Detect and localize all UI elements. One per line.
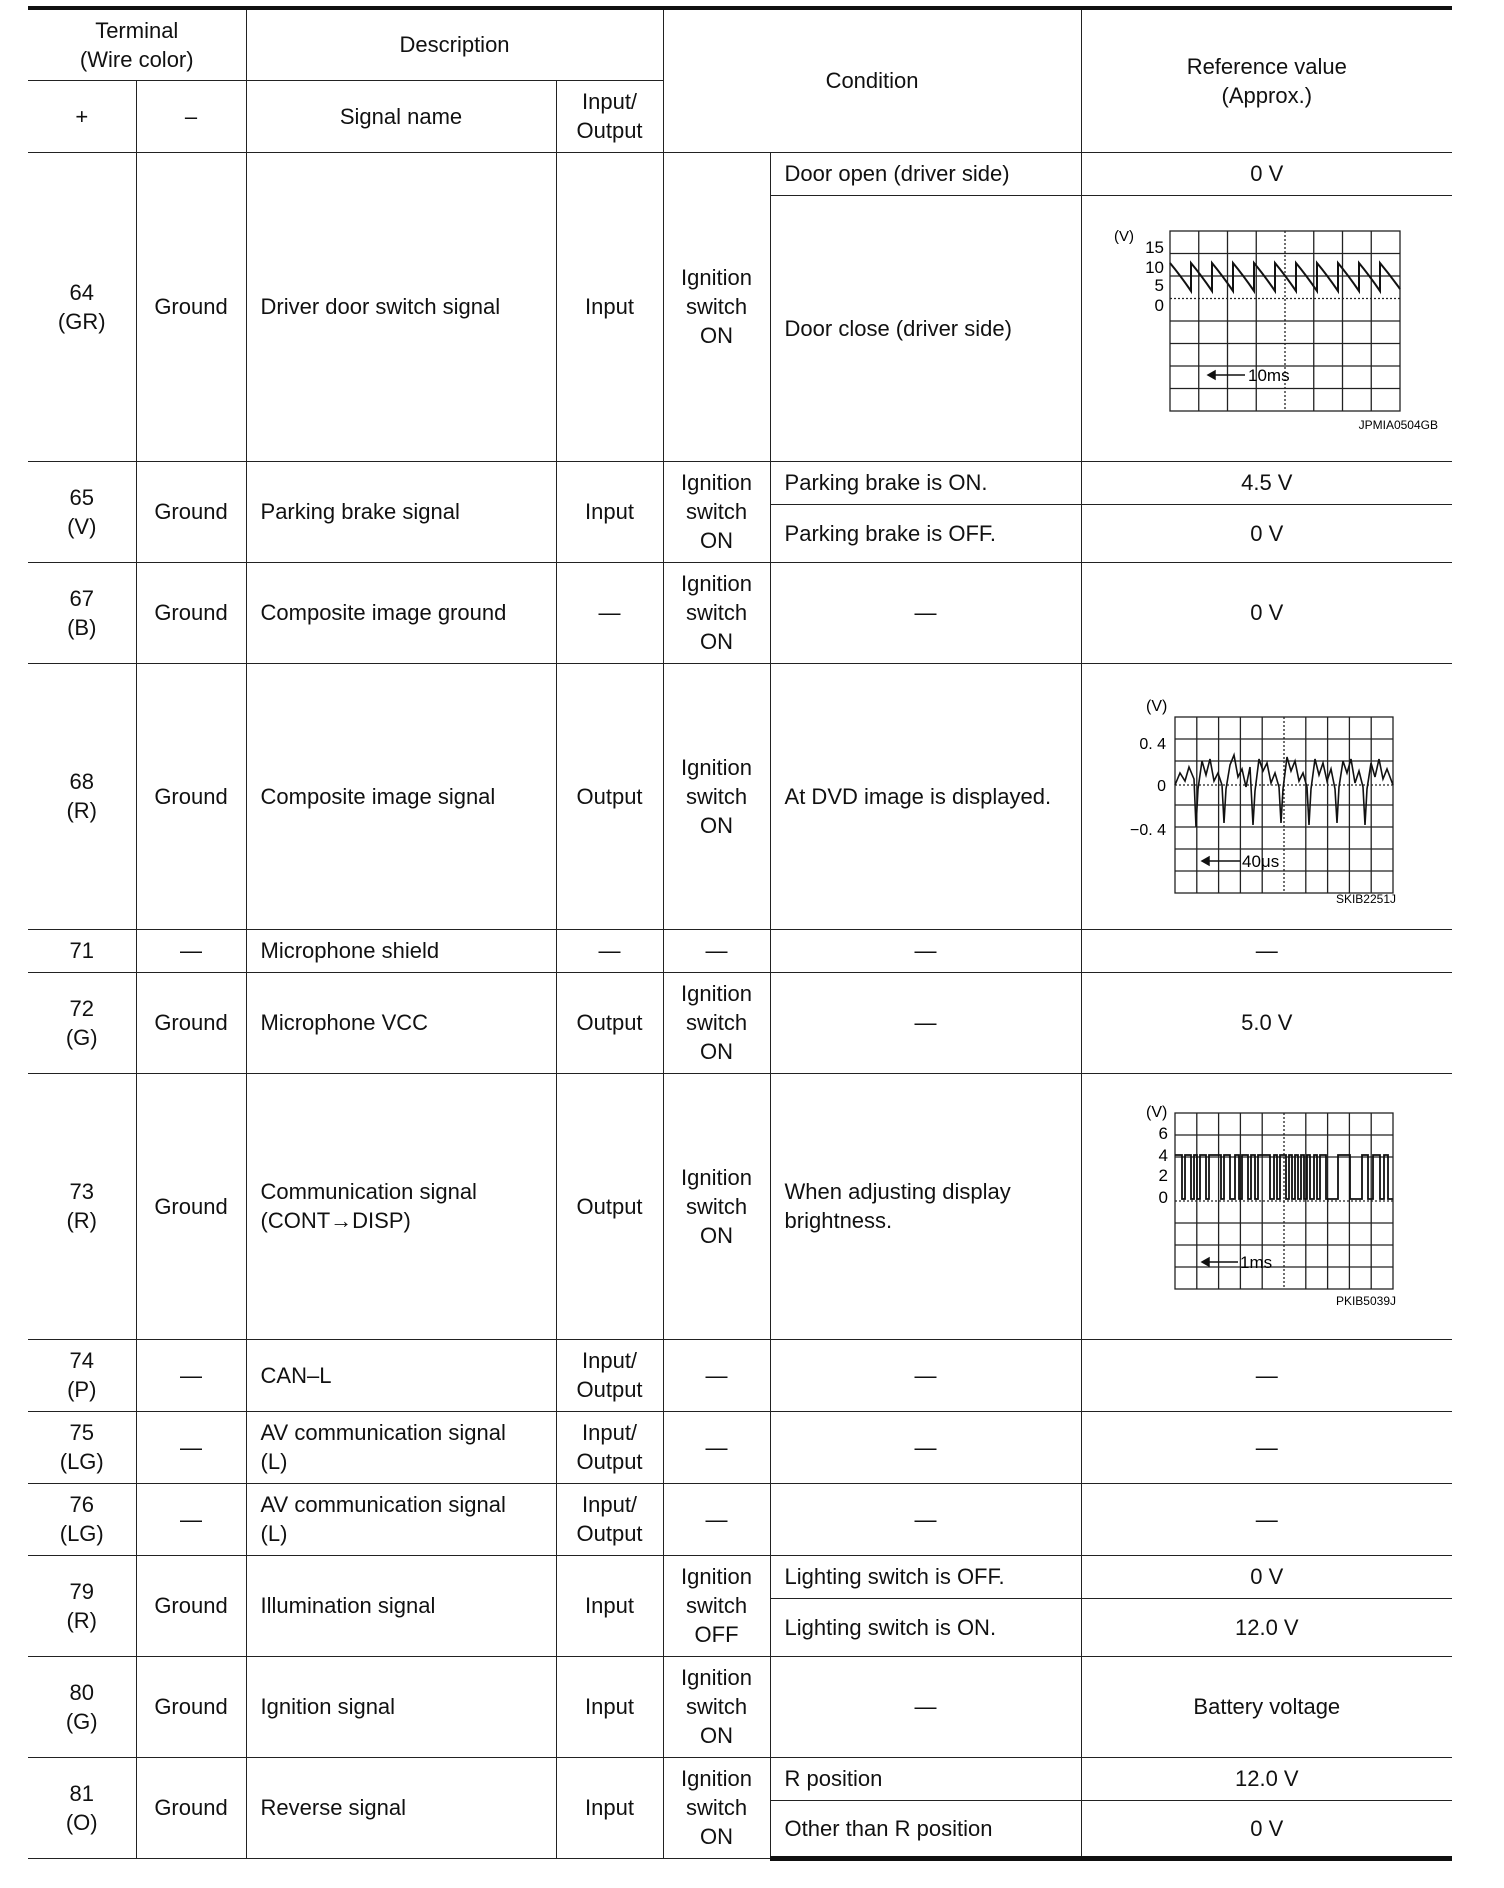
condition-cell: — — [770, 1411, 1081, 1483]
reference-cell: Battery voltage — [1081, 1656, 1452, 1757]
ignition-cell: — — [663, 929, 770, 972]
table-row — [28, 1483, 1452, 1555]
io-cell: Input — [556, 1757, 663, 1858]
ground-cell: Ground — [136, 1073, 246, 1339]
header-plus: + — [28, 80, 136, 152]
waveform-tick: 0 — [1154, 296, 1164, 315]
reference-cell: 0 V — [1081, 152, 1452, 195]
ignition-cell: — — [663, 1483, 770, 1555]
waveform-tick: 6 — [1158, 1123, 1168, 1143]
signal-name-cell: Illumination signal — [246, 1555, 556, 1656]
terminal-cell: 80 (G) — [28, 1656, 136, 1757]
table-row — [28, 929, 1452, 972]
waveform-tick: 2 — [1158, 1165, 1168, 1185]
waveform-cell — [1081, 663, 1452, 929]
waveform-cell — [1081, 195, 1452, 461]
reference-cell: 12.0 V — [1081, 1598, 1452, 1656]
terminal-cell: 76 (LG) — [28, 1483, 136, 1555]
io-cell: Output — [556, 663, 663, 929]
condition-cell: Door close (driver side) — [770, 195, 1081, 461]
header-reference-value: Reference value (Approx.) — [1081, 8, 1452, 152]
condition-cell: At DVD image is displayed. — [770, 663, 1081, 929]
terminal-cell: 81 (O) — [28, 1757, 136, 1858]
terminal-cell: 68 (R) — [28, 663, 136, 929]
reference-cell: 0 V — [1081, 562, 1452, 663]
terminal-cell: 75 (LG) — [28, 1411, 136, 1483]
condition-cell: Door open (driver side) — [770, 152, 1081, 195]
signal-name-cell: Microphone VCC — [246, 972, 556, 1073]
timebase-arrow — [1202, 857, 1240, 865]
waveform-tick: 5 — [1154, 276, 1164, 295]
timebase-arrow — [1202, 1258, 1238, 1266]
ignition-cell: Ignition switch ON — [663, 1073, 770, 1339]
condition-cell: — — [770, 972, 1081, 1073]
io-cell: Input — [556, 461, 663, 562]
ignition-cell: Ignition switch ON — [663, 1757, 770, 1858]
reference-cell: 4.5 V — [1081, 461, 1452, 504]
table-row — [28, 1555, 1452, 1598]
signal-name-cell: Driver door switch signal — [246, 152, 556, 461]
ignition-cell: Ignition switch ON — [663, 1656, 770, 1757]
waveform-tick: 15 — [1144, 238, 1164, 257]
ground-cell: — — [136, 929, 246, 972]
header-input-output: Input/ Output — [556, 80, 663, 152]
table-row — [28, 1411, 1452, 1483]
io-cell: Output — [556, 972, 663, 1073]
reference-cell: — — [1081, 929, 1452, 972]
figure-code: JPMIA0504GB — [1358, 418, 1438, 432]
terminal-cell: 79 (R) — [28, 1555, 136, 1656]
ground-cell: Ground — [136, 562, 246, 663]
ignition-cell: — — [663, 1411, 770, 1483]
waveform-unit: (V) — [1113, 228, 1134, 245]
terminal-cell: 72 (G) — [28, 972, 136, 1073]
condition-cell: — — [770, 929, 1081, 972]
header-description: Description — [246, 8, 663, 80]
signal-name-cell: Communication signal (CONT→DISP) — [246, 1073, 556, 1339]
reference-cell: 12.0 V — [1081, 1757, 1452, 1800]
io-cell: Input — [556, 1555, 663, 1656]
reference-cell: 0 V — [1081, 1555, 1452, 1598]
condition-cell: Other than R position — [770, 1800, 1081, 1858]
condition-cell: Parking brake is ON. — [770, 461, 1081, 504]
reference-cell: — — [1081, 1483, 1452, 1555]
io-cell: Input/ Output — [556, 1339, 663, 1411]
waveform-tick: −0. 4 — [1129, 821, 1166, 839]
waveform-timebase: 1ms — [1239, 1252, 1272, 1272]
condition-cell: Lighting switch is OFF. — [770, 1555, 1081, 1598]
signal-name-cell: Reverse signal — [246, 1757, 556, 1858]
terminal-reference-table-page — [28, 6, 1452, 1861]
ignition-cell: — — [663, 1339, 770, 1411]
condition-cell: — — [770, 1656, 1081, 1757]
io-cell: Input/ Output — [556, 1483, 663, 1555]
ignition-cell: Ignition switch ON — [663, 461, 770, 562]
waveform-unit: (V) — [1145, 697, 1167, 715]
table-row — [28, 1656, 1452, 1757]
ignition-cell: Ignition switch ON — [663, 663, 770, 929]
ground-cell: Ground — [136, 1757, 246, 1858]
ground-cell: Ground — [136, 663, 246, 929]
table-row — [28, 461, 1452, 504]
waveform-tick: 4 — [1158, 1145, 1168, 1165]
io-cell: — — [556, 562, 663, 663]
terminal-cell: 67 (B) — [28, 562, 136, 663]
waveform-timebase: 40μs — [1241, 851, 1279, 871]
header-condition: Condition — [663, 8, 1081, 152]
ground-cell: Ground — [136, 1555, 246, 1656]
table-row — [28, 1073, 1452, 1339]
signal-name-cell: Parking brake signal — [246, 461, 556, 562]
signal-name-cell: Composite image signal — [246, 663, 556, 929]
terminal-reference-table — [28, 6, 1452, 1861]
signal-name-cell: AV communication signal (L) — [246, 1411, 556, 1483]
door-switch-waveform — [1090, 223, 1445, 433]
ground-cell: — — [136, 1411, 246, 1483]
reference-cell: 0 V — [1081, 1800, 1452, 1858]
terminal-cell: 74 (P) — [28, 1339, 136, 1411]
ground-cell: Ground — [136, 461, 246, 562]
reference-cell: — — [1081, 1339, 1452, 1411]
io-cell: — — [556, 929, 663, 972]
table-row — [28, 663, 1452, 929]
reference-cell: — — [1081, 1411, 1452, 1483]
table-row — [28, 972, 1452, 1073]
condition-cell: — — [770, 1339, 1081, 1411]
ignition-cell: Ignition switch ON — [663, 562, 770, 663]
waveform-tick: 0 — [1158, 1187, 1168, 1207]
condition-cell: — — [770, 562, 1081, 663]
condition-cell: Lighting switch is ON. — [770, 1598, 1081, 1656]
composite-image-waveform — [1090, 689, 1445, 904]
table-row — [28, 1339, 1452, 1411]
reference-cell: 0 V — [1081, 504, 1452, 562]
ignition-cell: Ignition switch OFF — [663, 1555, 770, 1656]
ignition-cell: Ignition switch ON — [663, 972, 770, 1073]
signal-name-cell: CAN–L — [246, 1339, 556, 1411]
header-signal-name: Signal name — [246, 80, 556, 152]
waveform-cell — [1081, 1073, 1452, 1339]
waveform-unit: (V) — [1145, 1103, 1167, 1121]
waveform-tick: 0. 4 — [1138, 735, 1166, 753]
terminal-cell: 71 — [28, 929, 136, 972]
signal-name-cell: Ignition signal — [246, 1656, 556, 1757]
table-row — [28, 1757, 1452, 1800]
ground-cell: — — [136, 1339, 246, 1411]
ground-cell: Ground — [136, 152, 246, 461]
figure-code: PKIB5039J — [1335, 1293, 1396, 1308]
io-cell: Input/ Output — [556, 1411, 663, 1483]
table-row — [28, 562, 1452, 663]
ignition-cell: Ignition switch ON — [663, 152, 770, 461]
io-cell: Input — [556, 1656, 663, 1757]
condition-cell: When adjusting display brightness. — [770, 1073, 1081, 1339]
signal-name-cell: Microphone shield — [246, 929, 556, 972]
waveform-tick: 10 — [1144, 258, 1164, 277]
header-minus: – — [136, 80, 246, 152]
io-cell: Input — [556, 152, 663, 461]
waveform-timebase: 10ms — [1247, 366, 1290, 385]
io-cell: Output — [556, 1073, 663, 1339]
figure-code: SKIB2251J — [1335, 891, 1396, 904]
signal-name-cell: AV communication signal (L) — [246, 1483, 556, 1555]
terminal-cell: 65 (V) — [28, 461, 136, 562]
terminal-cell: 73 (R) — [28, 1073, 136, 1339]
waveform-tick: 0 — [1156, 777, 1166, 795]
ground-cell: Ground — [136, 1656, 246, 1757]
terminal-cell: 64 (GR) — [28, 152, 136, 461]
reference-cell: 5.0 V — [1081, 972, 1452, 1073]
ground-cell: — — [136, 1483, 246, 1555]
condition-cell: R position — [770, 1757, 1081, 1800]
header-terminal: Terminal (Wire color) — [28, 8, 246, 80]
table-row — [28, 152, 1452, 195]
communication-waveform — [1090, 1099, 1445, 1314]
signal-name-cell: Composite image ground — [246, 562, 556, 663]
condition-cell: — — [770, 1483, 1081, 1555]
condition-cell: Parking brake is OFF. — [770, 504, 1081, 562]
ground-cell: Ground — [136, 972, 246, 1073]
timebase-arrow — [1208, 371, 1245, 379]
